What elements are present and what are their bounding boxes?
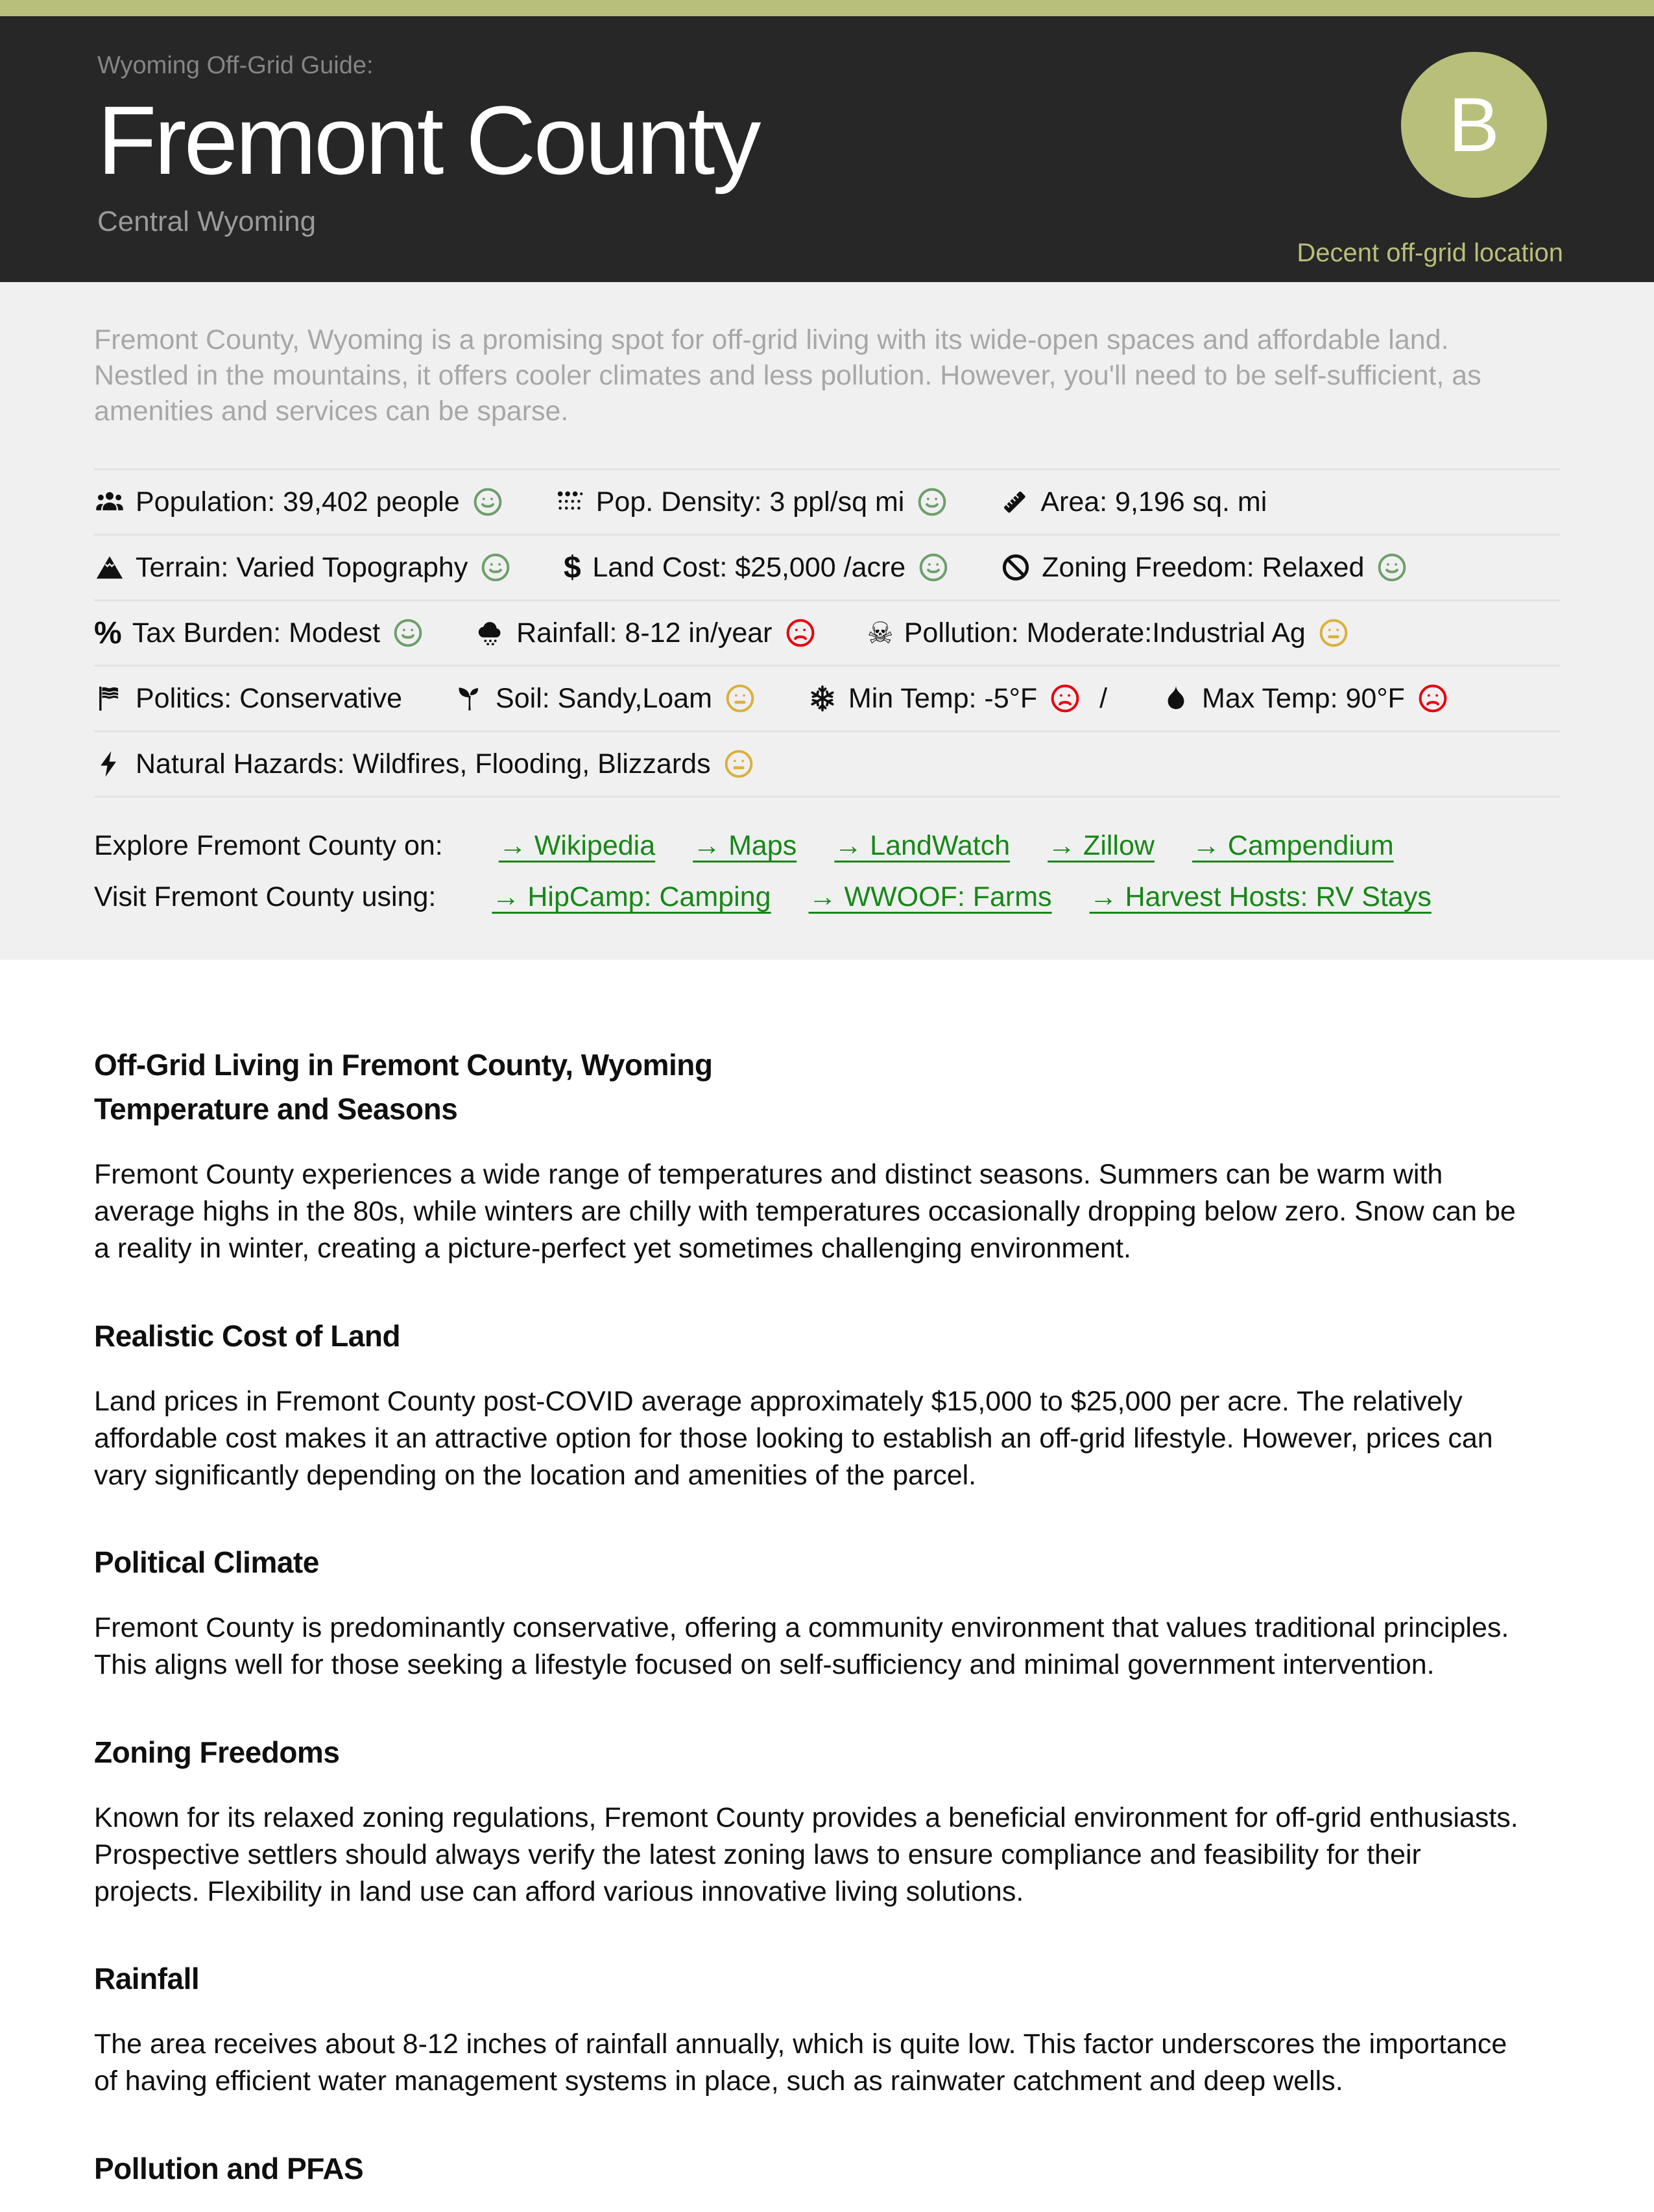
stat-item	[94, 552, 510, 584]
section-heading: Realistic Cost of Land	[94, 1318, 401, 1353]
summary-panel	[0, 282, 1654, 960]
stat-text: Zoning Freedom: Relaxed	[1042, 551, 1365, 583]
header	[0, 16, 1654, 282]
stat-text: Natural Hazards: Wildfires, Flooding, Blizzards	[136, 748, 711, 779]
section-paragraph: Fremont County experiences a wide range of temperatures and distinct seasons. Summers can be warm with average highs in the 80s, while winters are chilly with temperatures occasionally dropping below zero. Snow can be a reality in winter, creating a picture-perfect yet sometimes challenging environment.	[94, 1159, 1516, 1265]
bolt-icon	[94, 748, 125, 779]
top-accent-bar	[0, 0, 1654, 16]
external-link[interactable]: → Wikipedia	[498, 830, 656, 862]
mountain-icon	[94, 552, 125, 583]
stat-item	[562, 552, 948, 584]
stats-row	[94, 470, 1560, 536]
stat-item	[94, 748, 754, 780]
stat-text: Land Cost: $25,000 /acre	[592, 551, 906, 583]
face-good-icon	[473, 487, 503, 517]
stat-item	[807, 683, 1109, 715]
section-paragraph: Fremont County is predominantly conservative, offering a community environment that values traditional principles. This aligns well for those seeking a lifestyle focused on self-sufficiency and minimal government intervention.	[94, 1612, 1509, 1681]
stats-row	[94, 601, 1560, 667]
external-link[interactable]: → Maps	[693, 830, 797, 862]
stat-text: Politics: Conservative	[136, 682, 403, 714]
header-subtitle: Central Wyoming	[97, 206, 317, 237]
face-good-icon	[1377, 553, 1407, 582]
stat-item	[475, 617, 815, 649]
links-block	[94, 830, 1560, 913]
section-heading: Zoning Freedoms	[94, 1735, 340, 1769]
stat-item	[94, 617, 423, 649]
stat-text: Rainfall: 8-12 in/year	[516, 617, 773, 648]
section-heading: Rainfall	[94, 1962, 200, 1996]
grade-letter: B	[1448, 82, 1500, 168]
stat-item	[1000, 552, 1407, 584]
stat-text: Area: 9,196 sq. mi	[1040, 486, 1267, 517]
external-link[interactable]: → HipCamp: Camping	[492, 881, 771, 913]
snowflake-icon	[807, 683, 838, 714]
external-link[interactable]: → Harvest Hosts: RV Stays	[1089, 881, 1432, 913]
link-row	[94, 881, 1560, 913]
stat-text: Population: 39,402 people	[136, 486, 460, 517]
page-title: Fremont County	[97, 86, 759, 195]
stat-item	[999, 486, 1267, 518]
percent-icon: %	[94, 615, 122, 650]
rain-icon	[475, 617, 506, 648]
people-icon	[94, 486, 125, 517]
stat-item	[1160, 683, 1448, 715]
face-bad-icon	[1050, 684, 1080, 713]
external-link[interactable]: → Campendium	[1192, 830, 1394, 862]
face-good-icon	[917, 487, 947, 517]
stat-text: Soil: Sandy,Loam	[496, 682, 712, 714]
stat-item	[94, 683, 402, 715]
face-meh-icon	[725, 684, 755, 713]
face-bad-icon	[785, 618, 815, 648]
dollar-icon: $	[563, 550, 581, 585]
skull-icon: ☠	[867, 615, 894, 651]
stat-item	[867, 617, 1348, 649]
stats-table	[94, 468, 1560, 798]
section-heading: Temperature and Seasons	[94, 1092, 458, 1126]
soil-icon	[454, 683, 485, 714]
stats-row	[94, 667, 1560, 732]
link-row	[94, 830, 1560, 862]
section-paragraph: Land prices in Fremont County post-COVID average approximately $15,000 to $25,000 per acre. The relatively affordable cost makes it an attractive option for those looking to establish an off-grid lifestyle. However, prices can vary significantly depending on the location and amenities of the parcel.	[94, 1385, 1493, 1492]
section-heading: Off-Grid Living in Fremont County, Wyoming	[94, 1048, 713, 1082]
link-row-label: Visit Fremont County using:	[94, 881, 437, 913]
face-good-icon	[393, 618, 423, 648]
section-paragraph: The area receives about 8-12 inches of rainfall annually, which is quite low. This factor underscores the importance of having efficient water management systems in place, such as rainwater catchment and deep wells.	[94, 2028, 1507, 2097]
flame-icon	[1160, 683, 1192, 714]
stat-text: Terrain: Varied Topography	[136, 551, 468, 583]
stat-text: Pop. Density: 3 ppl/sq mi	[595, 486, 905, 517]
stat-item	[454, 683, 755, 715]
grade-caption: Decent off-grid location	[1297, 239, 1563, 267]
grade-badge	[1401, 52, 1547, 198]
face-bad-icon	[1418, 684, 1448, 713]
face-good-icon	[481, 553, 510, 582]
ruler-icon	[999, 486, 1030, 517]
stat-item	[555, 486, 948, 518]
stats-row	[94, 536, 1560, 601]
stat-text: Min Temp: -5°F	[848, 682, 1038, 714]
link-row-label: Explore Fremont County on:	[94, 830, 443, 862]
density-icon	[555, 486, 586, 517]
external-link[interactable]: → LandWatch	[834, 830, 1011, 862]
stat-item	[94, 486, 503, 518]
stat-text: Tax Burden: Modest	[132, 617, 381, 648]
header-kicker: Wyoming Off-Grid Guide:	[97, 52, 374, 79]
face-meh-icon	[1319, 618, 1348, 648]
external-link[interactable]: → WWOOF: Farms	[808, 881, 1052, 913]
section-heading: Political Climate	[94, 1545, 319, 1580]
stat-text: Max Temp: 90°F	[1202, 682, 1405, 714]
article-body	[0, 960, 1654, 2211]
external-link[interactable]: → Zillow	[1048, 830, 1155, 862]
section-paragraph: Known for its relaxed zoning regulations, Fremont County provides a beneficial environment for off-grid enthusiasts. Prospective settlers should always verify the latest zoning laws to ensure compliance and feasibility for their projects. Flexibility in land use can afford various innovative living solutions.	[94, 1802, 1518, 1907]
flag-icon	[94, 683, 125, 714]
face-meh-icon	[724, 749, 754, 779]
intro-paragraph: Fremont County, Wyoming is a promising spot for off-grid living with its wide-open spaces and affordable land. Nestled in the mountains, it offers cooler climates and less pollution. However, you'll need to be self-sufficient, as amenities and services can be sparse.	[94, 324, 1481, 427]
stat-text: Pollution: Moderate:Industrial Ag	[904, 617, 1306, 648]
stat-separator: /	[1099, 682, 1108, 714]
stats-row	[94, 732, 1560, 798]
section-heading: Pollution and PFAS	[94, 2151, 364, 2185]
face-good-icon	[918, 553, 948, 582]
no-entry-icon	[1000, 552, 1031, 583]
